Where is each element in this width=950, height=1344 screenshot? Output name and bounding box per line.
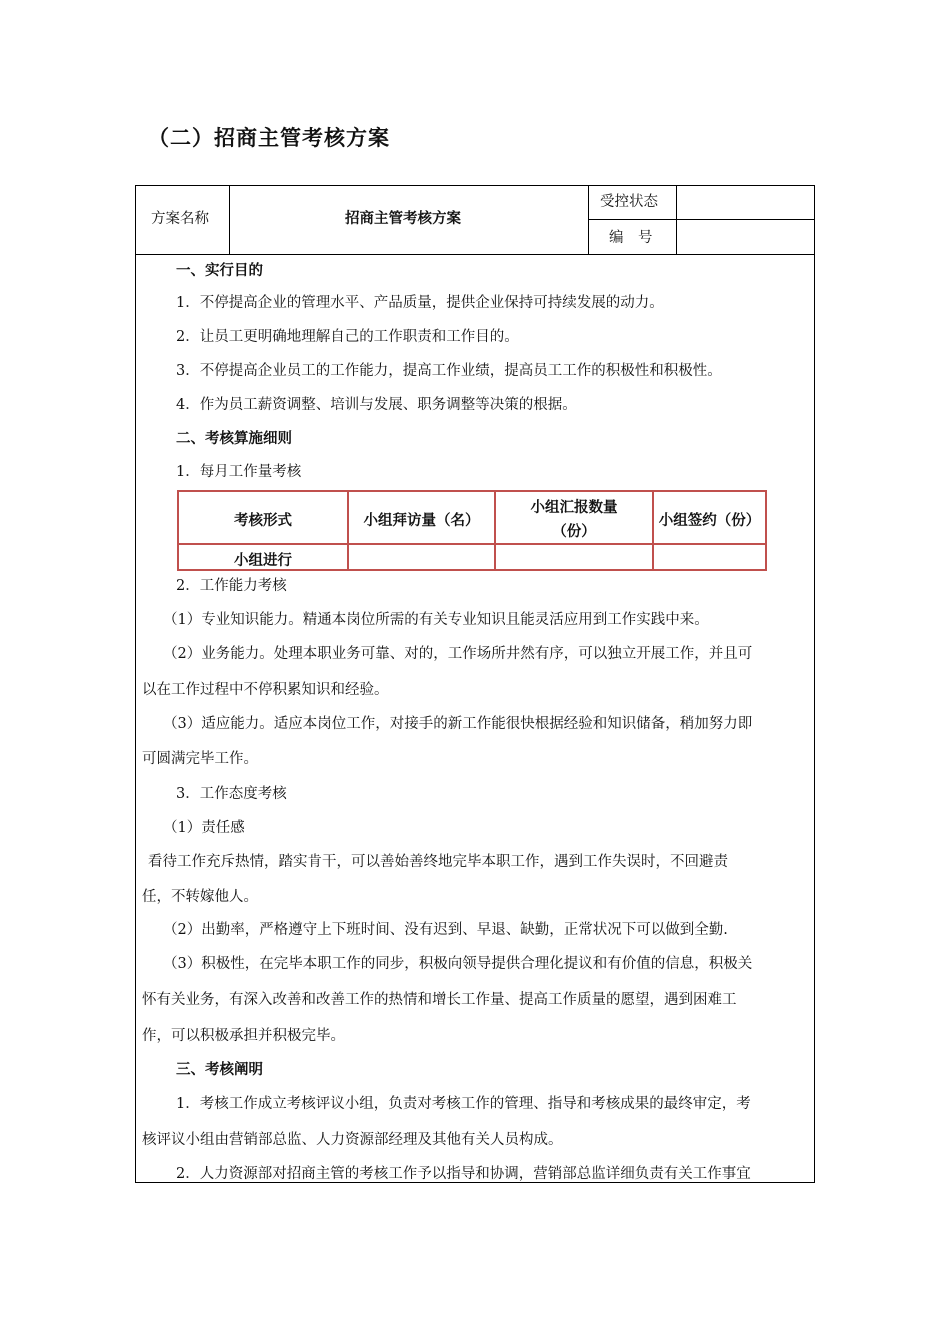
- table-header: 小组拜访量（名）: [363, 513, 480, 529]
- list-item: 3．不停提高企业员工的工作能力，提高工作业绩，提高员工工作的积极性和积极性。: [176, 363, 722, 379]
- divider: [135, 254, 815, 255]
- paragraph-line: （2）出勤率，严格遵守上下班时间、没有迟到、早退、缺勤，正常状况下可以做到全勤.: [163, 922, 728, 938]
- list-item: 1．不停提高企业的管理水平、产品质量，提供企业保持可持续发展的动力。: [176, 295, 664, 311]
- plan-name-label: 方案名称: [151, 211, 209, 227]
- plan-name-value: 招商主管考核方案: [345, 211, 461, 227]
- list-item: 2．让员工更明确地理解自己的工作职责和工作目的。: [176, 329, 519, 345]
- divider: [588, 219, 815, 220]
- paragraph-line: （3）适应能力。适应本岗位工作，对接手的新工作能很快根据经验和知识储备，稍加努力即: [163, 716, 753, 732]
- document-title: （二）招商主管考核方案: [148, 126, 390, 150]
- section-heading: 三、考核阐明: [176, 1062, 263, 1078]
- paragraph-line: （1）专业知识能力。精通本岗位所需的有关专业知识且能灵活应用到工作实践中来。: [163, 612, 709, 628]
- paragraph-line: （2）业务能力。处理本职业务可靠、对的，工作场所井然有序，可以独立开展工作，并且可: [163, 646, 753, 662]
- paragraph-line: 任，不转嫁他人。: [142, 889, 258, 905]
- table-header: 考核形式: [234, 513, 292, 529]
- control-status-label: 受控状态: [600, 194, 658, 210]
- subsection-heading: 2．工作能力考核: [176, 578, 287, 594]
- table-header: 小组签约（份）: [658, 513, 761, 529]
- divider: [229, 185, 230, 254]
- paragraph-line: 2．人力资源部对招商主管的考核工作予以指导和协调，营销部总监详细负责有关工作事宜: [176, 1166, 751, 1182]
- workload-table: [177, 490, 767, 571]
- paragraph-line: 1．考核工作成立考核评议小组，负责对考核工作的管理、指导和考核成果的最终审定，考: [176, 1096, 751, 1112]
- table-cell: 小组进行: [234, 553, 292, 569]
- paragraph-line: （1）责任感: [163, 820, 245, 836]
- subsection-heading: 1．每月工作量考核: [176, 464, 302, 480]
- paragraph-line: 怀有关业务，有深入改善和改善工作的热情和增长工作量、提高工作质量的愿望，遇到困难工: [142, 992, 737, 1008]
- table-header: （份）: [552, 524, 596, 540]
- paragraph-line: 看待工作充斥热情，踏实肯干，可以善始善终地完毕本职工作，遇到工作失误时，不回避责: [148, 854, 728, 870]
- section-heading: 二、考核算施细则: [176, 431, 292, 447]
- paragraph-line: （3）积极性，在完毕本职工作的同步，积极向领导提供合理化提议和有价值的信息，积极关: [163, 956, 753, 972]
- paragraph-line: 核评议小组由营销部总监、人力资源部经理及其他有关人员构成。: [142, 1132, 563, 1148]
- subsection-heading: 3．工作态度考核: [176, 786, 287, 802]
- paragraph-line: 以在工作过程中不停积累知识和经验。: [142, 682, 389, 698]
- paragraph-line: 作，可以积极承担并积极完毕。: [142, 1028, 345, 1044]
- number-label: 编 号: [609, 230, 653, 246]
- list-item: 4．作为员工薪资调整、培训与发展、职务调整等决策的根据。: [176, 397, 577, 413]
- table-header: 小组汇报数量: [530, 500, 618, 516]
- section-heading: 一、实行目的: [176, 263, 263, 279]
- paragraph-line: 可圆满完毕工作。: [142, 751, 258, 767]
